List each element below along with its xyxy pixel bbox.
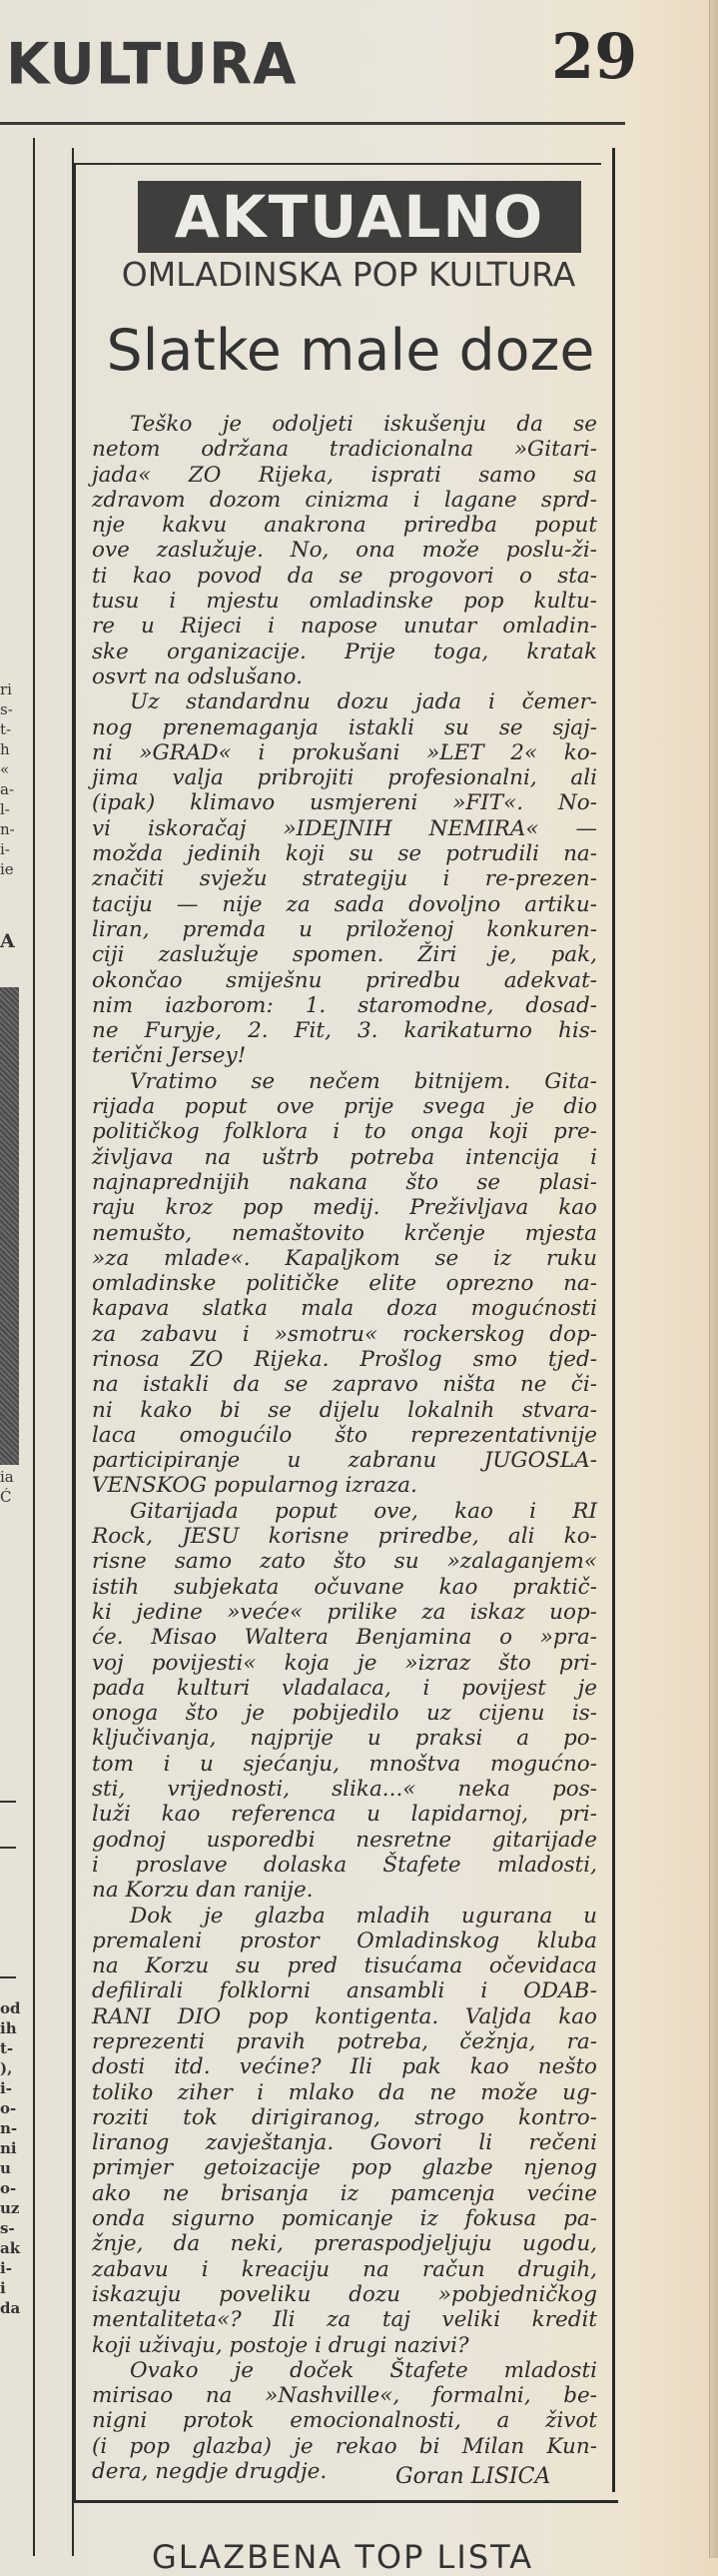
article-text-line: na istakli da se zapravo ništa ne či- [92, 1372, 597, 1398]
column-divider-left [33, 138, 35, 2556]
left-column-text-fragment: t- [0, 2039, 14, 2057]
left-column-text-fragment: o- [0, 2179, 17, 2197]
left-column-text-fragment: s- [0, 2219, 15, 2237]
article-text-line: luži kao referenca u lapidarnoj, pri- [92, 1802, 597, 1828]
article-subtitle: OMLADINSKA POP KULTURA [121, 255, 576, 294]
article-text-line: raju kroz pop medij. Preživljava kao [92, 1195, 597, 1221]
article-text-line: rijada poput ove prije svega je dio [92, 1094, 597, 1120]
article-text-line: ako ne brisanja iz pamcenja većine [92, 2180, 597, 2206]
article-text-line: netom održana tradicionalna »Gitari- [92, 437, 597, 463]
article-text-line: (i pop glazba) je rekao bi Milan Kun- [92, 2433, 597, 2459]
article-headline: Slatke male doze [106, 318, 595, 384]
left-column-text-fragment: i- [0, 2079, 12, 2097]
left-column-text-fragment: n- [0, 820, 15, 838]
article-text-line: ti kao povod da se progovori o sta- [92, 563, 597, 589]
article-text-line: ki jedine »veće« prilike za iskaz uop- [92, 1599, 597, 1625]
left-column-rule [0, 1847, 16, 1849]
left-column-text-fragment: ni [0, 2139, 17, 2157]
article-text-line: onda sigurno pomicanje iz fokusa pa- [92, 2206, 597, 2232]
article-text-line: premaleni prostor Omladinskog kluba [92, 1928, 597, 1953]
article-text-line: toliko ziher i mlako da ne može ug- [92, 2079, 597, 2105]
left-column-text-fragment: ih [0, 2019, 17, 2037]
left-column-text-fragment: n- [0, 2119, 18, 2137]
article-text-line: liran, premda u priloženoj konkuren- [92, 916, 597, 942]
article-text-line: ske organizacije. Prije toga, kratak [92, 639, 597, 664]
article-text-line: Uz standardnu dozu jada i čemer- [130, 689, 597, 715]
article-text-line: nim iazborom: 1. staromodne, dosad- [92, 992, 597, 1018]
article-text-line: ni »GRAD« i prokušani »LET 2« ko- [92, 739, 597, 765]
next-section-heading: GLAZBENA TOP LISTA [152, 2538, 534, 2576]
article-text-line: istih subjekata očuvane kao praktič- [92, 1574, 597, 1600]
article-text-line: osvrt na odslušano. [92, 663, 303, 689]
article-text-line: zabavu i kreaciju na račun drugih, [92, 2256, 597, 2282]
left-column-text-fragment: Ć [0, 1488, 12, 1506]
article-text-line: »za mlade«. Kapaljkom se iz ruku [92, 1245, 597, 1271]
article-text-line: terični Jersey! [92, 1043, 247, 1069]
left-column-text-fragment: uz [0, 2199, 20, 2217]
article-text-line: nemušto, nemaštovito krčenje mjesta [92, 1220, 597, 1246]
left-column-text-fragment: ie [0, 860, 14, 878]
left-column-text-fragment: « [0, 760, 10, 778]
article-text-line: voj povijesti« koja je »izraz što pri- [92, 1650, 597, 1676]
article-text-line: žnje, da neki, preraspodjeljuju ugodu, [92, 2231, 597, 2257]
left-column-photo-fragment [0, 987, 19, 1465]
page-number: 29 [551, 20, 638, 93]
article-text-line: mentaliteta«? Ili za taj veliki kredit [92, 2307, 597, 2333]
article-text-line: tusu i mjestu omladinske pop kultu- [92, 589, 597, 615]
kicker-banner [138, 181, 581, 253]
left-column-text-fragment: ia [0, 1468, 14, 1486]
article-box-bottom-rule [74, 2500, 618, 2503]
left-column-text-fragment: i- [0, 2259, 12, 2277]
left-column-text-fragment: t- [0, 720, 12, 738]
article-text-line: iskazuju poveliku dozu »pobjedničkog [92, 2281, 597, 2307]
article-text-line: defilirali folklorni ansambli i ODAB- [92, 1978, 597, 2004]
article-text-line: i proslave dolaska Štafete mladosti, [92, 1852, 597, 1878]
article-text-line: ključivanja, najprije u praksi a po- [92, 1726, 597, 1752]
article-text-line: Dok je glazba mladih ugurana u [130, 1903, 597, 1929]
article-text-line: za zabavu i »smotru« rockerskog dop- [92, 1321, 597, 1347]
page-edge [709, 0, 718, 2558]
article-body [92, 412, 597, 2484]
article-text-line: taciju — nije za sada dovoljno artiku- [92, 891, 597, 917]
kicker-label: AKTUALNO [174, 183, 545, 251]
article-text-line: jada« ZO Rijeka, isprati samo sa [92, 462, 597, 488]
left-column-text-fragment: h [0, 740, 10, 758]
article-text-line: dera, negdje drugdje. [92, 2459, 328, 2485]
left-column-rule [0, 1801, 16, 1803]
left-column-text-fragment: ak [0, 2239, 21, 2257]
article-text-line: nigni protok emocionalnosti, a život [92, 2408, 597, 2434]
article-byline: Goran LISICA [395, 2464, 551, 2489]
left-column-heading-fragment: A [0, 930, 15, 952]
article-text-line: mirisao na »Nashville«, formalni, be- [92, 2383, 597, 2409]
article-text-line: ne Furyje, 2. Fit, 3. karikaturno his- [92, 1018, 597, 1044]
article-text-line: na Korzu su pred tisućama očevidaca [92, 1953, 597, 1979]
article-text-line: RANI DIO pop kontigenta. Valjda kao [92, 2003, 597, 2029]
article-text-line: koji uživaju, postoje i drugi nazivi? [92, 2332, 469, 2358]
article-text-line: na Korzu dan ranije. [92, 1878, 314, 1904]
article-text-line: participiranje u zabranu JUGOSLA- [92, 1448, 597, 1474]
article-text-line: okončao smiješnu priredbu adekvat- [92, 967, 597, 993]
article-text-line: liranog zavještanja. Govori li rečeni [92, 2130, 597, 2156]
left-column-text-fragment: i [0, 2279, 6, 2297]
article-text-line: nje kakvu anakrona priredba poput [92, 513, 597, 539]
left-column-text-fragment: ), [0, 2059, 13, 2077]
article-text-line: jima valja pribrojiti profesionalni, ali [92, 765, 597, 791]
article-text-line: kapava slatka mala doza mogućnosti [92, 1296, 597, 1322]
article-text-line: ni kako bi se dijelu lokalnih stvara- [92, 1397, 597, 1423]
article-text-line: ove zaslužuje. No, ona može poslu-ži- [92, 538, 597, 564]
left-column-text-fragment: ri [0, 680, 12, 698]
left-column-text-fragment: s- [0, 700, 13, 718]
article-text-line: roziti tok dirigiranog, strogo kontro- [92, 2104, 597, 2130]
article-text-line: Gitarijada poput ove, kao i RI [130, 1498, 597, 1524]
section-title: KULTURA [6, 31, 298, 98]
article-text-line: tom i u sjećanju, mnoštva mogućno- [92, 1751, 597, 1777]
left-column-rule [0, 1976, 16, 1978]
article-text-line: sti, vrijednosti, slika...« neka pos- [92, 1777, 597, 1803]
article-text-line: primjer getoizacije pop glazbe njenog [92, 2155, 597, 2181]
header-rule [0, 122, 625, 125]
article-box-left-rule [74, 163, 76, 2501]
article-text-line: VENSKOG popularnog izraza. [92, 1473, 417, 1499]
article-text-line: onoga što je pobijedilo uz cijenu is- [92, 1701, 597, 1727]
article-text-line: Teško je odoljeti iskušenju da se [130, 412, 597, 437]
article-text-line: ciji zaslužuje spomen. Žiri je, pak, [92, 942, 597, 968]
article-box-top-rule [75, 163, 601, 165]
left-column-text-fragment: da [0, 2299, 21, 2317]
article-text-line: laca omogućilo što reprezentativnije [92, 1422, 597, 1448]
article-text-line: će. Misao Waltera Benjamina o »pra- [92, 1625, 597, 1651]
article-text-line: omladinske političke elite oprezno na- [92, 1271, 597, 1297]
article-box-right-rule [612, 148, 615, 2492]
article-text-line: najnaprednijih nakana što se plasi- [92, 1169, 597, 1195]
article-text-line: Vratimo se nečem bitnijem. Gita- [130, 1068, 597, 1094]
article-text-line: Rock, JESU korisne priredbe, ali ko- [92, 1524, 597, 1550]
article-text-line: risne samo zato što su »zalaganjem« [92, 1549, 597, 1575]
article-text-line: reprezenti pravih potreba, čežnja, ra- [92, 2029, 597, 2054]
left-column-text-fragment: o- [0, 2099, 17, 2117]
left-column-text-fragment: l- [0, 800, 10, 818]
article-text-line: dosti itd. većine? Ili pak kao nešto [92, 2054, 597, 2080]
article-text-line: rinosa ZO Rijeka. Prošlog smo tjed- [92, 1346, 597, 1372]
article-text-line: re u Rijeci i napose unutar omladin- [92, 614, 597, 640]
article-text-line: Ovako je doček Štafete mladosti [130, 2357, 597, 2383]
article-text-line: življava na uštrb potreba intencija i [92, 1144, 597, 1170]
article-text-line: pada kulturi vladalaca, i povijest je [92, 1675, 597, 1701]
article-text-line: možda jedinih koji su se potrudili na- [92, 841, 597, 867]
article-text-line: vi iskoračaj »IDEJNIH NEMIRA« — [92, 815, 597, 841]
left-column-text-fragment: i- [0, 840, 10, 858]
article-text-line: značiti svježu strategiju i re-prezen- [92, 866, 597, 892]
article-text-line: (ipak) klimavo usmjereni »FIT«. No- [92, 790, 597, 816]
article-text-line: nog prenemaganja istakli su se sjaj- [92, 714, 597, 740]
left-column-text-fragment: a- [0, 780, 15, 798]
article-text-line: godnoj usporedbi nesretne gitarijade [92, 1827, 597, 1853]
article-text-line: političkog folklora i to onga koji pre- [92, 1119, 597, 1145]
left-column-text-fragment: u [0, 2159, 11, 2177]
left-column-text-fragment: od [0, 1999, 21, 2017]
article-text-line: zdravom dozom cinizma i lagane sprd- [92, 487, 597, 513]
